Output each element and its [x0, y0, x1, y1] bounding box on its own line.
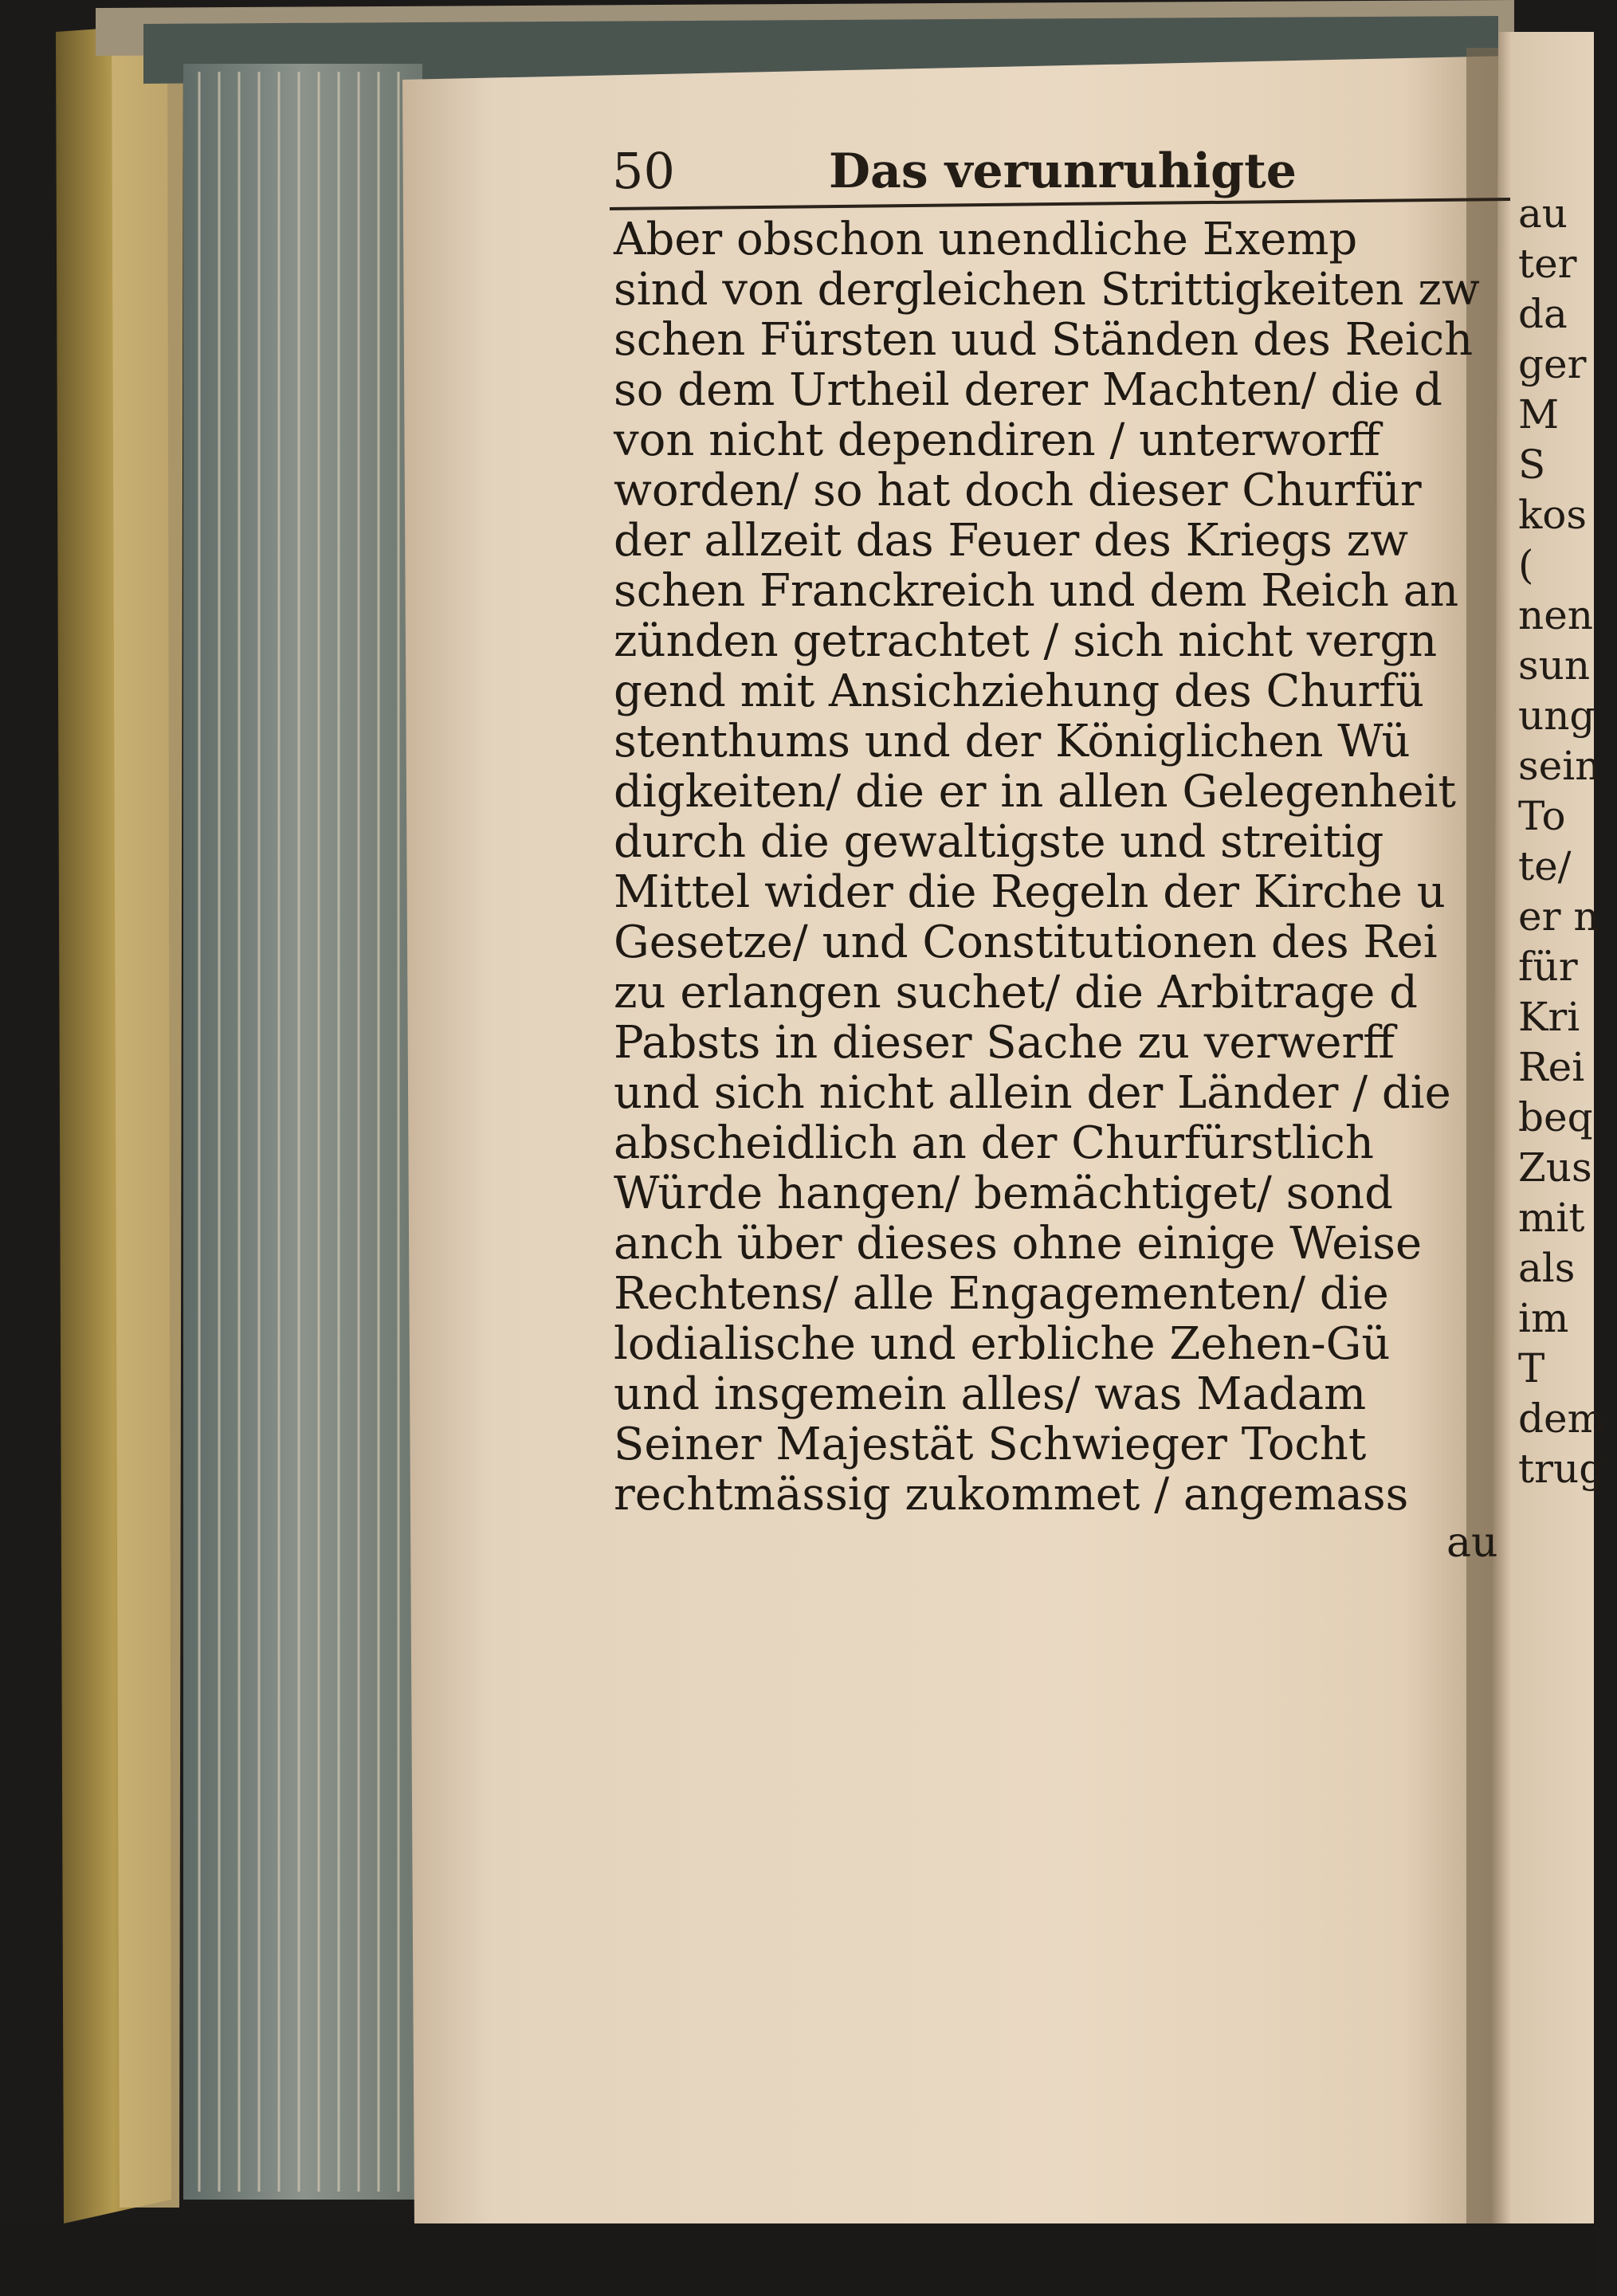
facing-text-line: dem: [1518, 1395, 1606, 1442]
facing-text-line: trug: [1518, 1446, 1605, 1492]
facing-text-line: da: [1518, 291, 1568, 337]
text-line: Würde hangen/ bemächtiget/ sond: [614, 1168, 1394, 1219]
text-line: der allzeit das Feuer des Kriegs zw: [614, 515, 1409, 567]
text-line: so dem Urtheil derer Machten/ die d: [614, 364, 1442, 416]
text-line: und sich nicht allein der Länder / die: [614, 1067, 1451, 1119]
facing-text-line: ung: [1518, 693, 1595, 739]
facing-text-line: (: [1518, 542, 1534, 588]
text-line: zu erlangen suchet/ die Arbitrage d: [614, 967, 1419, 1018]
text-line: schen Franckreich und dem Reich an: [614, 565, 1459, 617]
facing-text-line: er n: [1518, 893, 1599, 940]
page-number: 50: [612, 142, 675, 200]
text-line: und insgemein alles/ was Madam: [614, 1368, 1367, 1420]
facing-page-text: [1518, 190, 1606, 1546]
facing-text-line: sun: [1518, 642, 1591, 689]
facing-text-line: für: [1518, 944, 1578, 990]
text-line: abscheidlich an der Churfürstlich: [614, 1117, 1374, 1169]
facing-text-line: ter: [1518, 241, 1577, 287]
text-line: lodialische und erbliche Zehen-Gü: [614, 1318, 1391, 1370]
text-line: von nicht dependiren / unterworff: [614, 414, 1380, 466]
text-line: digkeiten/ die er in allen Gelegenheit: [614, 766, 1456, 818]
text-line: worden/ so hat doch dieser Churfür: [614, 465, 1422, 516]
facing-text-line: im: [1518, 1295, 1569, 1341]
text-line: Pabsts in dieser Sache zu verwerff: [614, 1017, 1395, 1069]
facing-text-line: beq: [1518, 1094, 1593, 1140]
facing-text-line: Zus: [1518, 1144, 1592, 1191]
facing-text-line: als: [1518, 1245, 1576, 1291]
text-line: gend mit Ansichziehung des Churfü: [614, 665, 1425, 717]
facing-text-line: nen: [1518, 592, 1593, 638]
facing-text-line: M: [1518, 391, 1560, 438]
text-line: schen Fürsten uud Ständen des Reich: [614, 314, 1474, 366]
facing-text-line: Kri: [1518, 994, 1580, 1040]
facing-text-line: T: [1518, 1345, 1545, 1391]
text-line: Aber obschon unendliche Exemp: [614, 214, 1358, 265]
text-line: zünden getrachtet / sich nicht vergn: [614, 615, 1438, 667]
text-line: Gesetze/ und Constitutionen des Rei: [614, 916, 1438, 968]
text-line: Seiner Majestät Schwieger Tocht: [614, 1419, 1367, 1470]
facing-text-line: au: [1518, 190, 1568, 237]
facing-text-line: To: [1518, 793, 1566, 839]
running-head: Das verunruhigte: [829, 143, 1297, 199]
text-line: Mittel wider die Regeln der Kirche u: [614, 866, 1446, 918]
facing-text-line: ger: [1518, 341, 1587, 387]
text-line: anch über dieses ohne einige Weise: [614, 1218, 1423, 1270]
facing-text-line: S: [1518, 442, 1546, 488]
catchword: au: [1446, 1519, 1498, 1567]
facing-text-line: Rei: [1518, 1044, 1585, 1090]
body-text: [614, 215, 1498, 1570]
text-line: sind von dergleichen Strittigkeiten zw: [614, 264, 1480, 316]
facing-text-line: mit: [1518, 1195, 1585, 1241]
text-line: rechtmässig zukommet / angemass: [614, 1469, 1409, 1521]
text-line: Rechtens/ alle Engagementen/ die: [614, 1268, 1389, 1320]
text-line: durch die gewaltigste und streitig: [614, 816, 1384, 868]
facing-text-line: kos: [1518, 492, 1588, 538]
facing-text-line: sein: [1518, 743, 1601, 789]
text-line: stenthums und der Königlichen Wü: [614, 716, 1411, 767]
facing-text-line: te/: [1518, 843, 1572, 889]
